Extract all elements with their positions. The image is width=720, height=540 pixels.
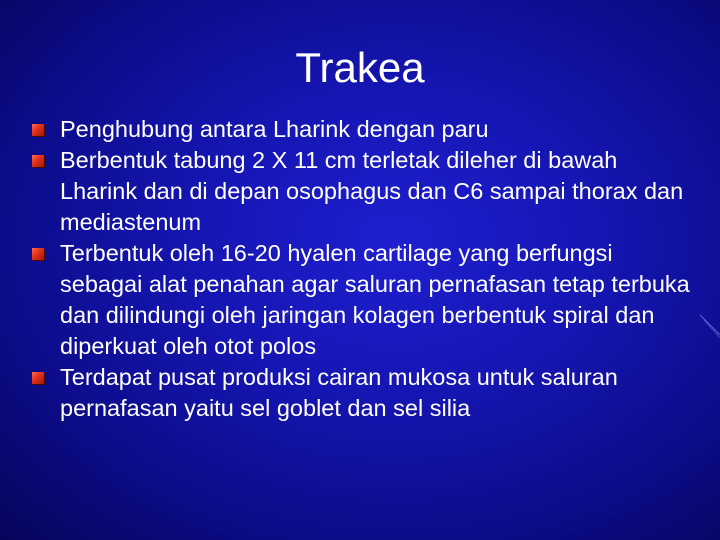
bullet-square-icon: [32, 155, 44, 167]
bullet-item: [30, 114, 690, 145]
bullet-list: [30, 114, 690, 424]
bullet-item: [30, 362, 690, 424]
bullet-square-icon: [32, 124, 44, 136]
bullet-text: Berbentuk tabung 2 X 11 cm terletak dileher di bawah Lharink dan di depan osophagus dan C6 sampai thorax dan mediastenum: [60, 147, 684, 235]
bullet-text: Terbentuk oleh 16-20 hyalen cartilage yang berfungsi sebagai alat penahan agar saluran pernafasan tetap terbuka dan dilindungi oleh jaringan kolagen berbentuk spiral dan diperkuat oleh otot polos: [60, 240, 690, 359]
bullet-text: Penghubung antara Lharink dengan paru: [60, 116, 489, 142]
bullet-text: Terdapat pusat produksi cairan mukosa untuk saluran pernafasan yaitu sel goblet dan sel silia: [60, 364, 618, 421]
bullet-square-icon: [32, 372, 44, 384]
bullet-item: [30, 238, 690, 362]
bullet-item: [30, 145, 690, 238]
slide-title: Trakea: [295, 44, 425, 91]
bullet-square-icon: [32, 248, 44, 260]
